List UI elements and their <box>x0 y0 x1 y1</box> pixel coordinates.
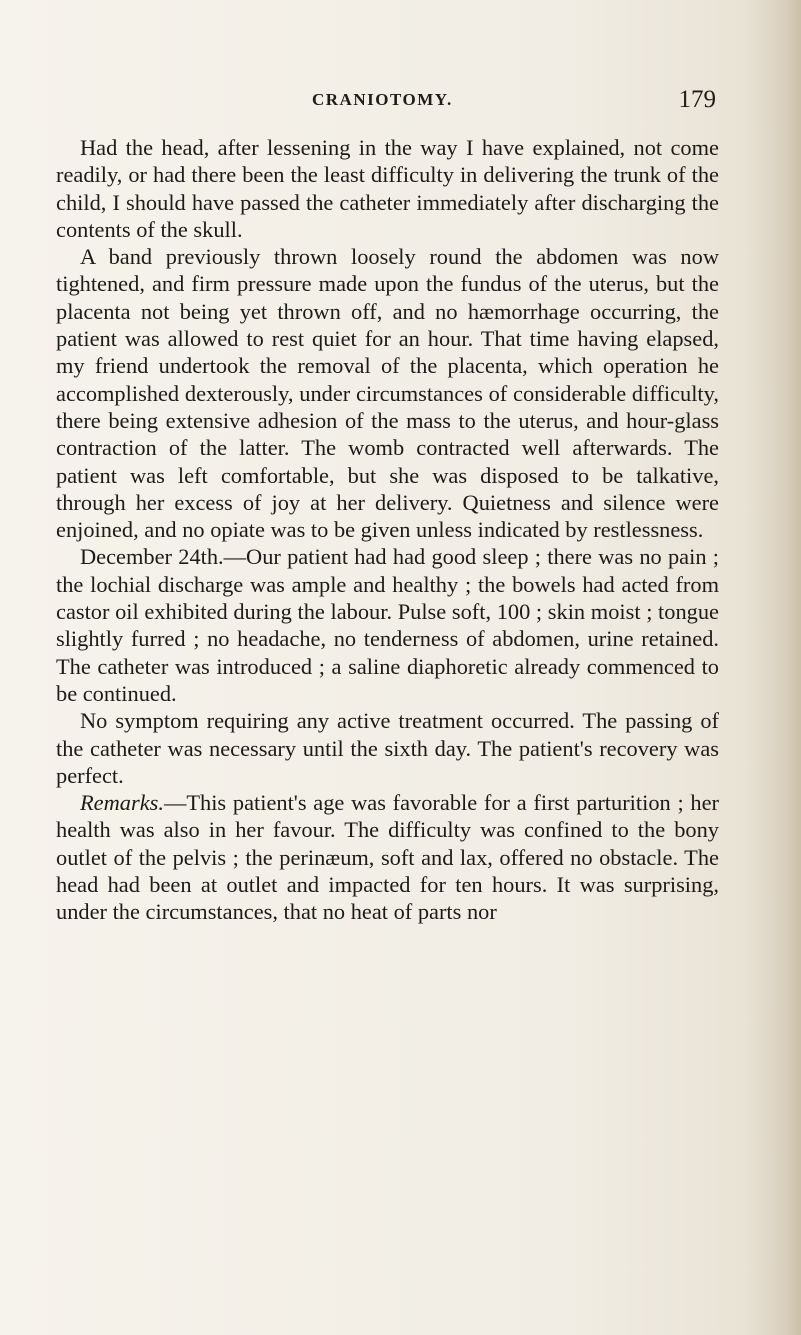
remarks-text: —This patient's age was favorable for a first parturition ; her health was also in her favour. The difficulty was confined to the bony outlet of the pelvis ; the perinæum, soft and lax, offered no obstacle. The head had been at outlet and impacted for ten hours. It was surprising, under the circumstances, that no heat of parts nor <box>56 790 719 925</box>
paragraph-placenta: A band previously thrown loosely round the abdomen was now tightened, and firm pressure made upon the fundus of the uterus, but the placenta not being yet thrown off, and no hæmorrhage occurring, the patient was allowed to rest quiet for an hour. That time having elapsed, my friend undertook the removal of the placenta, which operation he accomplished dexterously, under circumstances of considerable difficulty, there being extensive adhesion of the mass to the uterus, and hour-glass contraction of the latter. The womb contracted well afterwards. The patient was left comfortable, but she was disposed to be talkative, through her excess of joy at her delivery. Quietness and silence were enjoined, and no opiate was to be given unless indicated by restlessness. <box>56 244 719 543</box>
remarks-label: Remarks. <box>80 790 164 816</box>
paragraph-recovery: No symptom requiring any active treatment occurred. The passing of the catheter was necessary until the sixth day. The patient's recovery was perfect. <box>56 708 719 788</box>
running-title: CRANIOTOMY. <box>312 90 453 109</box>
paragraph-catheter: Had the head, after lessening in the way I have explained, not come readily, or had there been the least difficulty in delivering the trunk of the child, I should have passed the catheter immediately after discharging the contents of the skull. <box>56 135 719 242</box>
body-text <box>56 134 719 926</box>
running-head <box>96 86 716 116</box>
page-number: 179 <box>678 86 716 113</box>
paragraph-december-24th: December 24th.—Our patient had had good sleep ; there was no pain ; the lochial discharge was ample and healthy ; the bowels had acted from castor oil exhibited during the labour. Pulse soft, 100 ; skin moist ; tongue slightly furred ; no headache, no tenderness of abdomen, urine retained. The catheter was introduced ; a saline diaphoretic already commenced to be continued. <box>56 544 719 706</box>
paragraph-remarks <box>56 789 719 925</box>
